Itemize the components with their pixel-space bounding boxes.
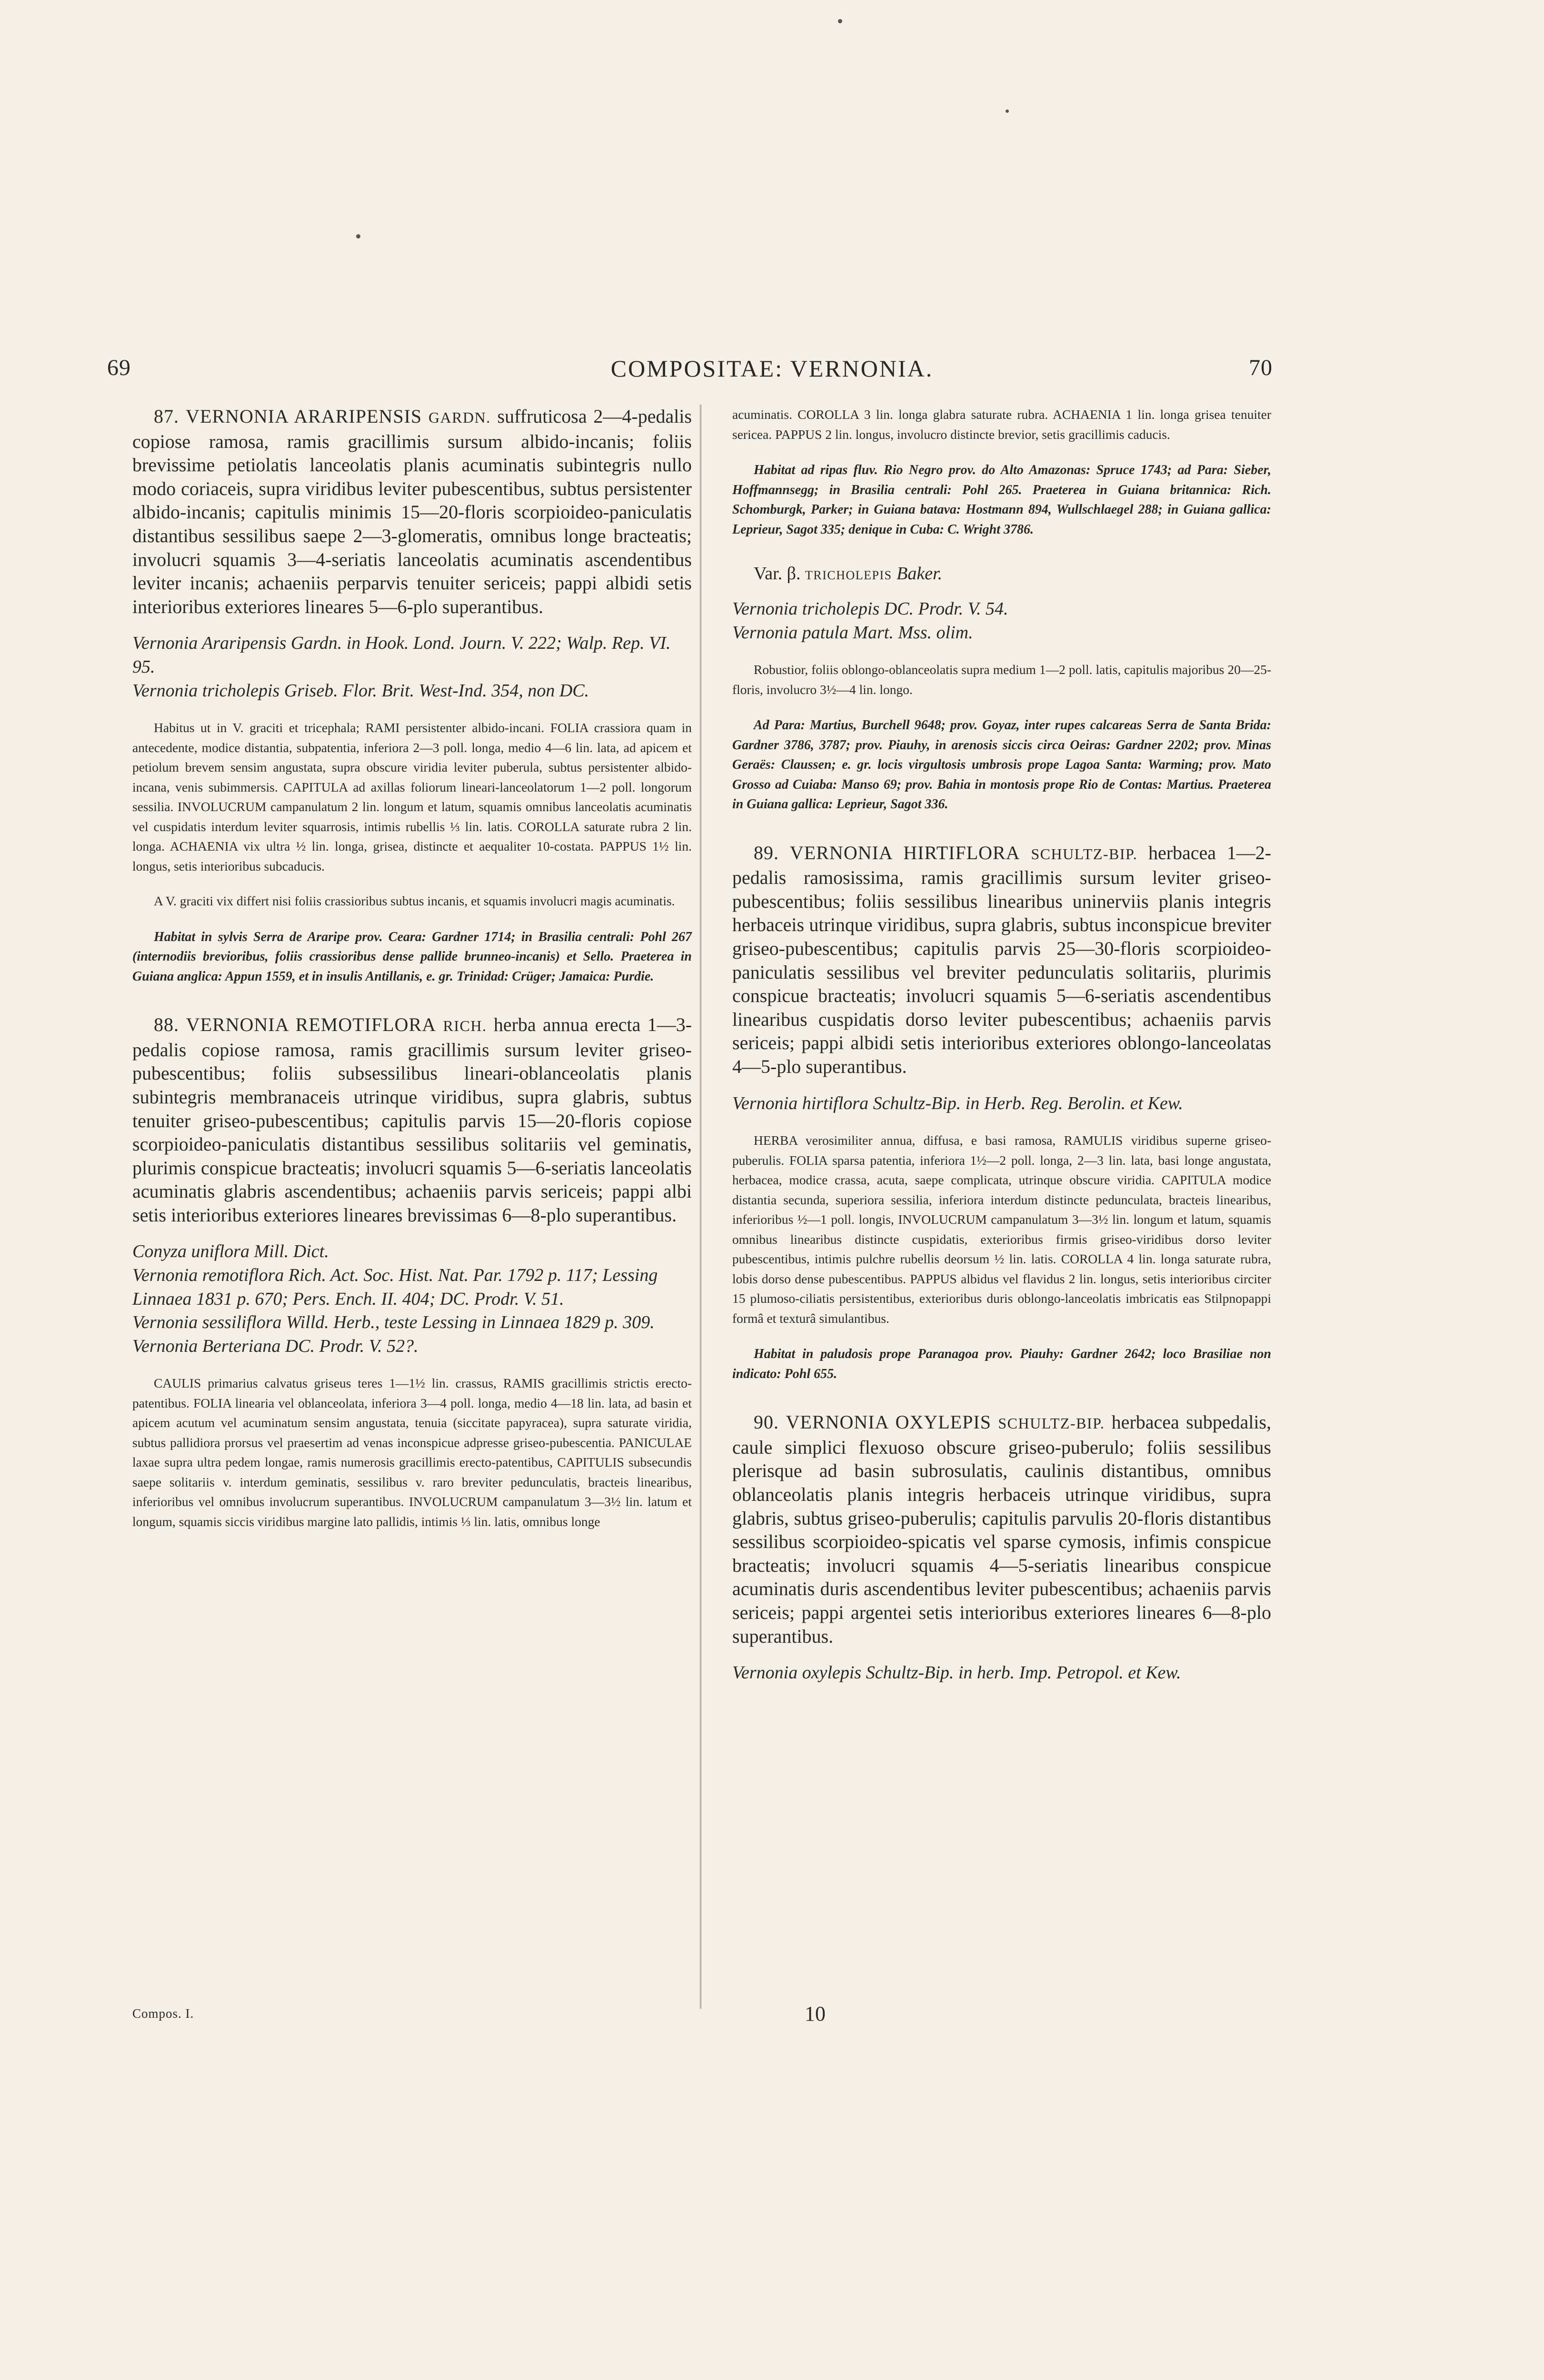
synonym: Vernonia Berteriana DC. Prodr. V. 52?. [132,1336,418,1356]
entry-87-heading: 87. VERNONIA ARARIPENSIS [154,406,422,427]
entry-88-description-continued: acuminatis. COROLLA 3 lin. longa glabra saturate rubra. ACHAENIA 1 lin. longa grisea tenuiter sericea. PAPPUS 2 lin. longus, involucro distincte brevior, setis gracillimis caducis. [732,407,1271,442]
entry-88-text: herba annua erecta 1—3-pedalis copiose ramosa, ramis gracillimis sursum leviter griseo-pubescentibus; foliis subsessilibus lineari-oblanceolatis planis subintegris membranaceis utrinque viridibus, supra glabris, subtus tenuiter griseo-pubescentibus; capitulis parvis 15—20-floris copiose scorpioideo-paniculatis distantibus sessilibus solitariis vel geminatis, plurimis conspicue bracteatis; involucri squamis 5—6-seriatis lanceolatis acuminatis glabris ascendentibus; achaeniis parvis sericeis; pappi albi setis interioribus exteriores lineares brevissimas 6—8-plo superantibus. [132,1014,692,1226]
entry-89-synonyms [732,1092,1271,1116]
sheet-number: 10 [805,2002,826,2025]
right-column [732,405,1271,1685]
entry-87-text: suffruticosa 2—4-pedalis copiose ramosa, ramis gracillimis sursum albido-incanis; foliis brevissime petiolatis lanceolatis planis acuminatis subintegris nullo modo coriaceis, supra viridibus leviter pubescentibus, subtus persistenter albido-incanis; capitulis minimis 15—20-floris scorpioideo-paniculatis distantibus sessilibus saepe 2—3-glomeratis, omnibus longe bracteatis; involucri squamis 3—4-seriatis lanceolatis acuminatis ascendentibus leviter incanis; achaeniis perparvis tenuiter sericeis; pappi albidi setis interioribus exteriores lineares 5—6-plo superantibus. [132,406,692,617]
entry-87-author: GARDN. [428,409,491,426]
synonym: Vernonia sessiliflora Willd. Herb., teste Lessing in Linnaea 1829 p. 309. [132,1312,655,1333]
entry-87-habitat: Habitat in sylvis Serra de Araripe prov. Ceara: Gardner 1714; in Brasilia centrali: Pohl 267 (internodiis brevioribus, foliis crassioribus dense pallide brunneo-incanis) et Sello. Praeterea in Guiana anglica: Appun 1559, et in insulis Antillanis, e. gr. Trinidad: Crüger; Jamaica: Purdie. [132,929,692,984]
entry-89-text: herbacea 1—2-pedalis ramosissima, ramis gracillimis sursum leviter griseo-pubescentibus; foliis sessilibus linearibus uninerviis planis integris herbaceis utrinque viridibus, supra glabris, subtus inconspicue breviter griseo-pubescentibus; capitulis parvis 25—30-floris scorpioideo-paniculatis sessilibus vel breviter pedunculatis solitariis, plurimis conspicue bracteatis; involucri squamis 5—6-seriatis ascendentibus linearibus cuspidatis dorso leviter pubescentibus; achaeniis parvis sericeis; pappi albidi setis interioribus exteriores oblongo-lanceolatas 4—5-plo superantibus. [732,842,1272,1078]
entry-89-habitat: Habitat in paludosis prope Paranagoa prov. Piauhy: Gardner 2642; loco Brasiliae non indicato: Pohl 655. [732,1347,1271,1381]
page-number-right: 70 [1249,355,1273,380]
variety-label: Var. β. [754,564,801,584]
synonym: Vernonia oxylepis Schultz-Bip. in herb. Imp. Petropol. et Kew. [732,1663,1181,1683]
entry-87-synonyms [132,632,692,703]
entry-89-diagnosis [732,841,1271,1079]
entry-90-author: SCHULTZ-BIP. [998,1415,1105,1432]
synonym: Vernonia tricholepis Griseb. Flor. Brit. West-Ind. 354, non DC. [132,680,589,701]
page-number-left: 69 [107,355,131,380]
entry-88-author: RICH. [443,1017,487,1035]
entry-88-habitat: Habitat ad ripas fluv. Rio Negro prov. do Alto Amazonas: Spruce 1743; ad Para: Sieber, Hoffmannsegg; in Brasilia centrali: Pohl 265. Praeterea in Guiana britannica: Rich. Schomburgk, Parker; in Guiana batava: Hostmann 894, Wullschlaegel 288; in Guiana gallica: Leprieur, Sagot 335; denique in Cuba: C. Wright 3786. [732,463,1271,537]
entry-89-heading: 89. VERNONIA HIRTIFLORA [754,842,1020,863]
variety-name: TRICHOLEPIS [805,568,892,582]
entry-87-description: Habitus ut in V. graciti et tricephala; RAMI persistenter albido-incani. FOLIA crassiora quam in antecedente, modice distantia, subpatentia, inferiora 2—3 poll. longa, medio 4—6 lin. lata, ad apicem et petiolum brevem sensim angustata, supra obscure viridia leviter puberula, subtus persistenter albido-incana, venis subimmersis. CAPITULA ad axillas foliorum lineari-lanceolatorum 1—2 poll. longorum sessilia. INVOLUCRUM campanulatum 2 lin. longum et latum, squamis omnibus lanceolatis acuminatis vel cuspidatis interdum leviter squarrosis, intimis rubellis ⅓ lin. latis. COROLLA saturate rubra 2 lin. longa. ACHAENIA vix ultra ½ lin. longa, grisea, distincte et aequaliter 10-costata. PAPPUS 1½ lin. longus, setis interioribus subcaducis. [132,720,692,873]
entry-90-heading: 90. VERNONIA OXYLEPIS [754,1411,991,1433]
entry-88-synonyms [132,1240,692,1358]
speck [356,234,360,238]
entry-89-author: SCHULTZ-BIP. [1031,845,1138,863]
variety-heading [732,563,1271,584]
speck [1006,109,1009,113]
synonym: Vernonia patula Mart. Mss. olim. [732,622,973,643]
entry-90-diagnosis [732,1410,1271,1648]
variety-description: Robustior, foliis oblongo-oblanceolatis supra medium 1—2 poll. latis, capitulis majoribus 20—25-floris, involucro 3½—4 lin. longo. [732,662,1271,697]
synonym: Vernonia remotiflora Rich. Act. Soc. Hist. Nat. Par. 1792 p. 117; Lessing Linnaea 1831 p. 670; Pers. Ench. II. 404; DC. Prodr. V. 51. [132,1265,658,1309]
variety-synonyms [732,597,1271,645]
column-divider [700,405,701,2009]
entry-88-heading: 88. VERNONIA REMOTIFLORA [154,1014,437,1036]
entry-87-note: A V. graciti vix differt nisi foliis crassioribus subtus incanis, et squamis involucri magis acuminatis. [154,893,675,909]
signature-mark: Compos. I. [132,2006,194,2021]
entry-89-description: HERBA verosimiliter annua, diffusa, e basi ramosa, RAMULIS viridibus superne griseo-puberulis. FOLIA sparsa patentia, inferiora 1½—2 poll. longa, 2—3 lin. lata, basi longe angustata, herbacea, modice crassa, acuta, saepe complicata, utrinque obscure viridia. CAPITULA modice distantia secunda, superiora sessilia, inferiora interdum distincte pedunculata, bracteis linearibus, inferioribus ½—1 poll. longis, INVOLUCRUM campanulatum 3—3½ lin. longum et latum, squamis omnibus linearibus distincte cuspidatis, exterioribus firmis griseo-viridibus dorso leviter pubescentibus, intimis pulchre rubellis deorsum ½ lin. latis. COROLLA 4 lin. longa saturate rubra, lobis dorso dense pubescentibus. PAPPUS albidus vel flavidus 2 lin. longus, setis interioribus circiter 15 plumoso-ciliatis persistentibus, exterioribus duris oblongo-lanceolatis imbricatis eas Stilpnopappi formâ et texturâ simulantibus. [732,1133,1271,1326]
entry-88-description: CAULIS primarius calvatus griseus teres 1—1½ lin. crassus, RAMIS gracillimis strictis erecto-patentibus. FOLIA linearia vel oblanceolata, inferiora 3—4 poll. longa, medio 4—18 lin. lata, ad basin et apicem acutum vel acuminatum sensim angustata, tenuia (siccitate papyracea), supra saturate viridia, subtus pallidiora prorsus vel praesertim ad venas inconspicue adpresse griseo-pubescentia. PANICULAE laxae supra ultra pedem longae, ramis numerosis gracillimis erecto-patentibus, CAPITULIS subsecundis saepe solitariis v. interdum geminatis, sessilibus v. raro breviter pedunculatis, bracteis linearibus, inferioribus vel omnibus involucrum superantibus. INVOLUCRUM campanulatum 3—3½ lin. latum et longum, squamis siccis viridibus margine lato pallidis, intimis ⅓ lin. latis, omnibus longe [132,1376,692,1529]
variety-author: Baker. [897,564,943,584]
synonym: Conyza uniflora Mill. Dict. [132,1241,329,1262]
running-title: COMPOSITAE: VERNONIA. [610,355,934,382]
left-column [132,405,692,1531]
entry-87-diagnosis [132,405,692,618]
synonym: Vernonia tricholepis DC. Prodr. V. 54. [732,599,1008,619]
speck [838,19,842,23]
entry-90-text: herbacea subpedalis, caule simplici flexuoso obscure griseo-puberulo; foliis sessilibus plerisque ad basin subrosulatis, caulinis distantibus, omnibus oblanceolatis planis integris herbaceis utrinque viridibus, supra glabris, subtus griseo-puberulis; capitulis parvulis 20-floris distantibus sessilibus scorpioideo-spicatis vel sparse cymosis, infimis conspicue bracteatis; involucri squamis 4—5-seriatis linearibus conspicue acuminatis duris ascendentibus leviter pubescentibus; achaeniis parvis sericeis; pappi argentei setis interioribus exteriores lineares 6—8-plo superantibus. [732,1411,1271,1647]
entry-90-synonyms [732,1661,1271,1685]
entry-88-diagnosis [132,1013,692,1227]
synonym: Vernonia Araripensis Gardn. in Hook. Lond. Journ. V. 222; Walp. Rep. VI. 95. [132,633,671,677]
variety-habitat: Ad Para: Martius, Burchell 9648; prov. Goyaz, inter rupes calcareas Serra de Santa Brida: Gardner 3786, 3787; prov. Piauhy, in arenosis siccis circa Oeiras: Gardner 2202; prov. Minas Geraës: Claussen; e. gr. locis virgultosis umbrosis prope Lagoa Santa: Warming; prov. Mato Grosso ad Cuiaba: Manso 69; prov. Bahia in montosis prope Rio de Contas: Martius. Praeterea in Guiana gallica: Leprieur, Sagot 336. [732,718,1271,812]
synonym: Vernonia hirtiflora Schultz-Bip. in Herb. Reg. Berolin. et Kew. [732,1093,1183,1113]
